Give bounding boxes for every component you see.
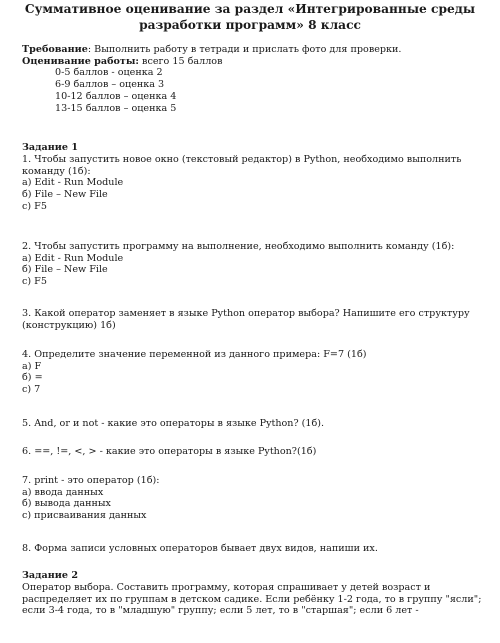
answer-option: с) 7 bbox=[22, 384, 41, 396]
grading-text: всего 15 баллов bbox=[142, 55, 223, 67]
question-5: 5. And, or и not - какие это операторы в языке Python? (1б). bbox=[22, 418, 325, 429]
task2-line: если 3-4 года, то в "младшую" группу; если 5 лет, то в "старшая"; если 6 лет - bbox=[22, 605, 419, 617]
answer-option: а) F bbox=[22, 360, 42, 372]
question-1 bbox=[22, 154, 490, 213]
task2-line: распределяет их по группам в детском садике. Если ребёнку 1-2 года, то в группу "ясли"; bbox=[22, 593, 482, 605]
question-8: 8. Форма записи условных операторов бывает двух видов, напиши их. bbox=[22, 543, 378, 554]
document-title bbox=[0, 2, 500, 33]
requirements-label: Требование bbox=[22, 44, 88, 55]
question-3 bbox=[22, 308, 490, 331]
title-line-2: разработки программ» 8 класс bbox=[139, 17, 361, 32]
task2-line: Оператор выбора. Составить программу, которая спрашивает у детей возраст и bbox=[22, 582, 431, 593]
answer-option: с) F5 bbox=[22, 200, 47, 212]
grading-label: Оценивание работы: bbox=[22, 55, 139, 67]
answer-option: б) File – New File bbox=[22, 189, 108, 201]
question-text: команду (1б): bbox=[22, 165, 91, 177]
requirements-text: : Выполнить работу в тетради и прислать фото для проверки. bbox=[87, 44, 402, 55]
grade-scale-item: 13-15 баллов – оценка 5 bbox=[55, 102, 177, 114]
answer-option: а) ввода данных bbox=[22, 486, 104, 498]
question-2 bbox=[22, 241, 490, 288]
question-text: 2. Чтобы запустить программу на выполнение, необходимо выполнить команду (1б): bbox=[22, 241, 455, 252]
answer-option: б) File – New File bbox=[22, 264, 108, 276]
requirements-block bbox=[22, 44, 490, 114]
answer-option: с) F5 bbox=[22, 276, 47, 288]
question-text: 3. Какой оператор заменяет в языке Python оператор выбора? Напишите его структуру bbox=[22, 308, 470, 319]
task1-heading: Задание 1 bbox=[22, 142, 79, 153]
grade-scale-item: 6-9 баллов – оценка 3 bbox=[55, 79, 165, 91]
question-text: 4. Определите значение переменной из данного примера: F=7 (1б) bbox=[22, 349, 367, 360]
question-text: 1. Чтобы запустить новое окно (текстовый редактор) в Python, необходимо выполнить bbox=[22, 154, 462, 165]
question-4 bbox=[22, 349, 490, 396]
question-7 bbox=[22, 475, 490, 522]
answer-option: а) Edit - Run Module bbox=[22, 177, 124, 189]
answer-option: б) вывода данных bbox=[22, 498, 111, 510]
question-6: 6. ==, !=, <, > - какие это операторы в языке Python?(1б) bbox=[22, 446, 317, 457]
title-line-1: Суммативное оценивание за раздел «Интегрированные среды bbox=[24, 2, 476, 16]
answer-option: а) Edit - Run Module bbox=[22, 252, 124, 264]
task2-heading: Задание 2 bbox=[22, 570, 79, 581]
question-text: 7. print - это оператор (1б): bbox=[22, 475, 160, 486]
task2-text bbox=[22, 582, 490, 617]
question-text: (конструкцию) 1б) bbox=[22, 319, 116, 331]
grade-scale-item: 0-5 баллов - оценка 2 bbox=[55, 67, 163, 79]
answer-option: б) = bbox=[22, 372, 43, 384]
answer-option: с) присваивания данных bbox=[22, 510, 147, 522]
grade-scale-item: 10-12 баллов – оценка 4 bbox=[55, 90, 177, 102]
